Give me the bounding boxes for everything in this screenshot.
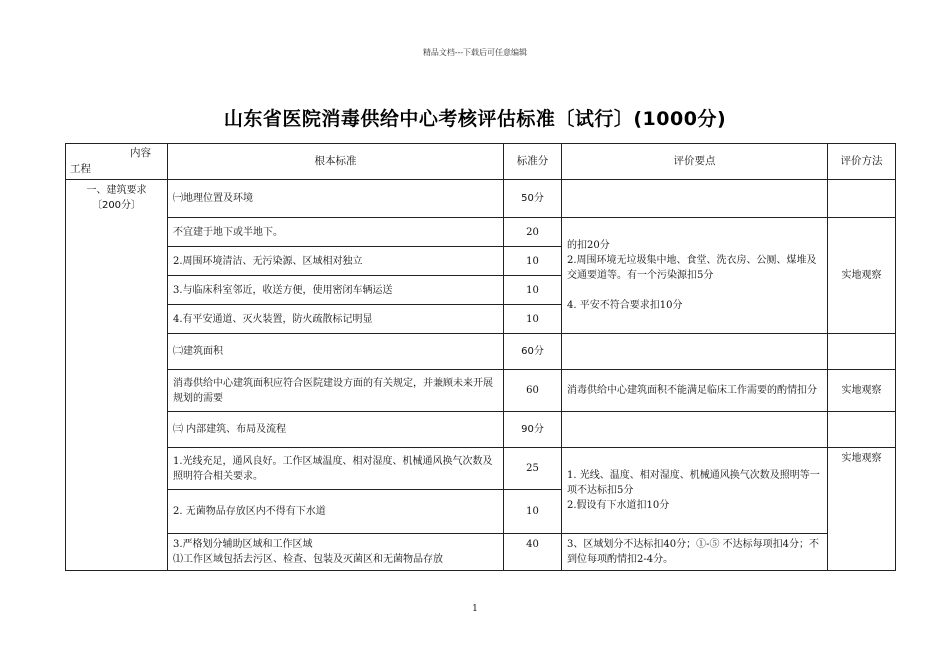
empty-cell	[562, 334, 828, 370]
table-row	[66, 370, 896, 412]
standard-cell: 2. 无菌物品存放区内不得有下水道	[168, 490, 504, 534]
score-cell: 60	[504, 370, 562, 412]
table-row	[66, 534, 896, 571]
table-row	[66, 218, 896, 247]
score-cell: 20	[504, 218, 562, 247]
empty-cell	[828, 180, 896, 218]
assessment-standards-table	[65, 143, 896, 571]
evaluation-cell: 3、区域划分不达标扣40分；①-⑤ 不达标每项扣4分；不到位每项酌情扣2-4分。	[562, 534, 828, 571]
table-row	[66, 180, 896, 218]
score-cell: 10	[504, 247, 562, 276]
header-score: 标准分	[504, 144, 562, 180]
empty-cell	[562, 412, 828, 448]
evaluation-cell: 消毒供给中心建筑面积不能满足临床工作需要的酌情扣分	[562, 370, 828, 412]
section-score: 60分	[504, 334, 562, 370]
score-cell: 10	[504, 276, 562, 305]
evaluation-cell: 的扣20分 2.周围环境无垃圾集中地、食堂、洗衣房、公厕、煤堆及交通要道等。有一个污染源扣5分 4. 平安不符合要求扣10分	[562, 218, 828, 334]
standard-cell: 2.周围环境清洁、无污染源、区域相对独立	[168, 247, 504, 276]
category-building-requirements: 一、建筑要求 〔200分〕	[66, 180, 168, 571]
header-content-label: 内容	[130, 147, 151, 159]
empty-cell	[828, 412, 896, 448]
score-cell: 40	[504, 534, 562, 571]
standard-cell: 3.严格划分辅助区域和工作区域 ⑴工作区域包括去污区、检查、包装及灭菌区和无菌物品存放	[168, 534, 504, 571]
method-cell: 实地观察	[828, 218, 896, 334]
header-note: 精品文档---下载后可任意编辑	[422, 48, 528, 57]
header-basic-standard: 根本标准	[168, 144, 504, 180]
section-title: ㈢ 内部建筑、布局及流程	[168, 412, 504, 448]
document-title: 山东省医院消毒供给中心考核评估标准〔试行〕(1000分)	[223, 108, 727, 130]
page-number: 1	[472, 604, 478, 614]
empty-cell	[828, 334, 896, 370]
evaluation-cell: 1. 光线、温度、相对湿度、机械通风换气次数及照明等一项不达标扣5分 2.假设有下水道扣10分	[562, 448, 828, 534]
standard-cell: 不宜建于地下或半地下。	[168, 218, 504, 247]
score-cell: 10	[504, 490, 562, 534]
method-cell: 实地观察	[828, 448, 896, 571]
standard-cell: 3.与临床科室邻近，收送方便，使用密闭车辆运送	[168, 276, 504, 305]
standard-cell: 消毒供给中心建筑面积应符合医院建设方面的有关规定，并兼顾未来开展规划的需要	[168, 370, 504, 412]
standard-cell: 4.有平安通道、灭火装置，防火疏散标记明显	[168, 305, 504, 334]
standard-cell: 1.光线充足，通风良好。工作区域温度、相对湿度、机械通风换气次数及照明符合相关要求。	[168, 448, 504, 490]
table-row	[66, 412, 896, 448]
score-cell: 25	[504, 448, 562, 490]
empty-cell	[562, 180, 828, 218]
header-evaluation-points: 评价要点	[562, 144, 828, 180]
table-row	[66, 448, 896, 490]
method-cell: 实地观察	[828, 370, 896, 412]
section-score: 50分	[504, 180, 562, 218]
header-content-item	[66, 144, 168, 180]
section-title: ㈠地理位置及环境	[168, 180, 504, 218]
header-method: 评价方法	[828, 144, 896, 180]
score-cell: 10	[504, 305, 562, 334]
header-item-label: 工程	[70, 163, 91, 175]
section-title: ㈡建筑面积	[168, 334, 504, 370]
table-row	[66, 334, 896, 370]
table-header-row	[66, 144, 896, 180]
section-score: 90分	[504, 412, 562, 448]
